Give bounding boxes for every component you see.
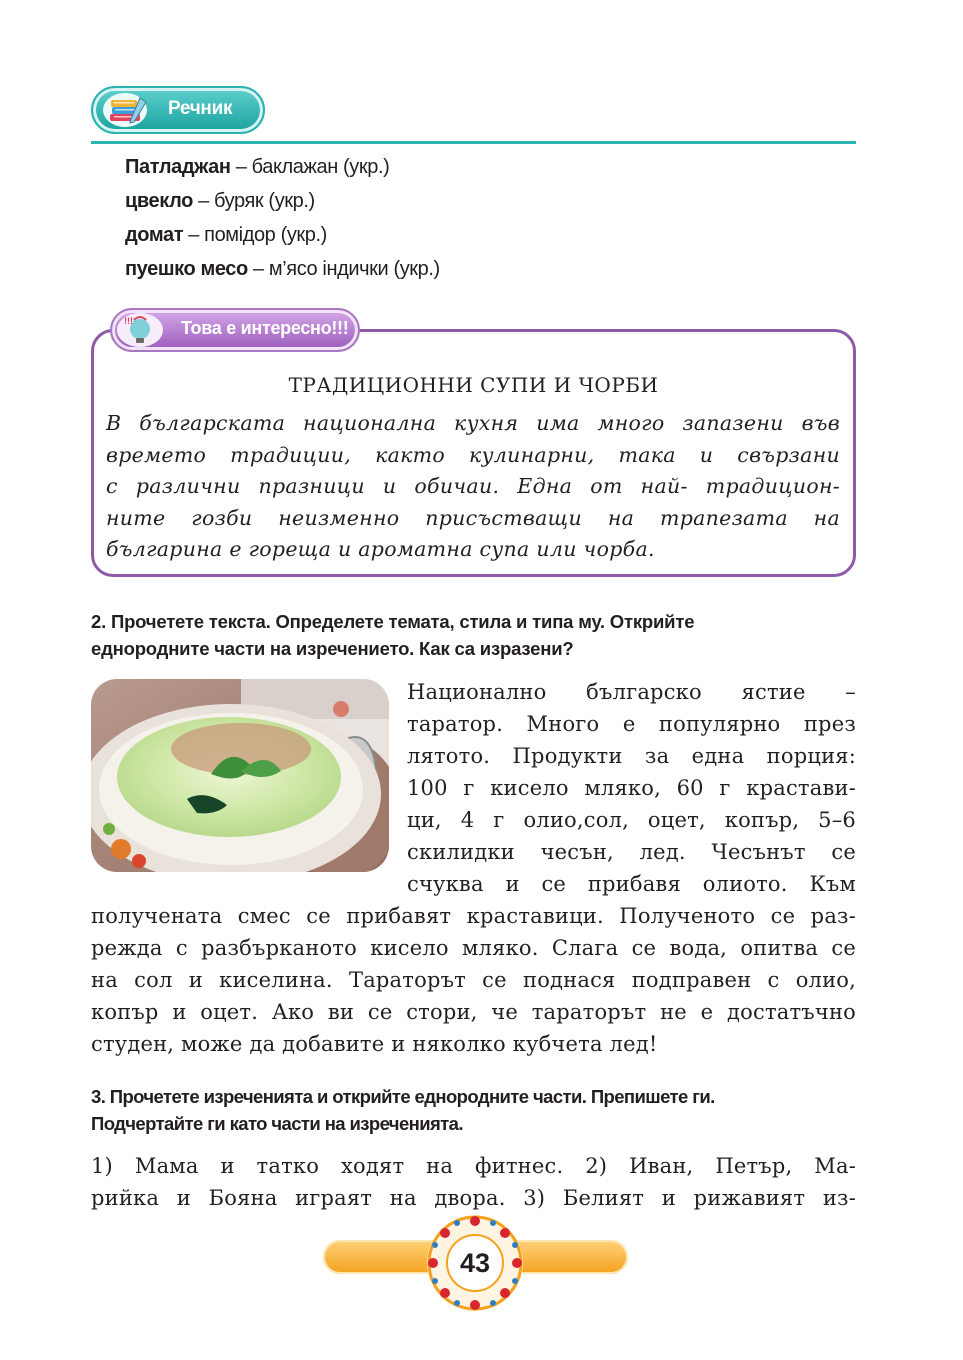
recipe-text-full	[91, 900, 856, 1060]
dictionary-entry: пуешко месо – м’ясо індички (укр.)	[125, 258, 440, 280]
dictionary-title: Речник	[168, 98, 233, 119]
interesting-text	[106, 408, 840, 566]
dictionary-entry: цвекло – буряк (укр.)	[125, 190, 315, 212]
dictionary-list	[125, 150, 440, 286]
text-line: ци, 4 г олио,сол, оцет, копър, 5–6	[407, 808, 856, 832]
text-line: Национално българско ястие –	[407, 680, 856, 704]
text-line: режда с разбърканото кисело мляко. Слага се вода, опитва се	[91, 936, 856, 960]
dictionary-entry: домат – помідор (укр.)	[125, 224, 327, 246]
text-line: лятото. Продукти за една порция:	[407, 744, 856, 768]
text-line: българина е гореща и ароматна супа или чорба.	[106, 537, 655, 562]
task-line: Подчертайте ги като части на изреченията.	[91, 1113, 463, 1134]
text-line: студен, може да добавите и няколко кубчета лед!	[91, 1032, 658, 1056]
exercise-text	[91, 1150, 856, 1214]
task-3	[91, 1083, 861, 1137]
interesting-title: ТРАДИЦИОННИ СУПИ И ЧОРБИ	[288, 373, 659, 397]
task-line: 2. Прочетете текста. Определете темата, стила и типа му. Открийте	[91, 611, 695, 632]
page-number: 43	[459, 1248, 491, 1278]
text-line: с различни празници и обичаи. Една от най- традицион-	[106, 474, 840, 499]
dictionary-entry: Патладжан – баклажан (укр.)	[125, 156, 390, 178]
text-line: копър и оцет. Ако ви се стори, че тараторът не е достатъчно	[91, 1000, 856, 1024]
text-line: скилидки чесън, лед. Чесънът се	[407, 840, 856, 864]
interesting-badge-label: Това е интересно!!!	[181, 318, 349, 338]
text-line: В българската национална кухня има много запазени във	[106, 411, 840, 435]
text-line: 100 г кисело мляко, 60 г крастави-	[407, 776, 856, 800]
text-line: получената смес се прибавят краставици. Полученото се раз-	[91, 904, 856, 928]
svg-text:!!!: !!!	[124, 316, 133, 326]
text-line: ните гозби неизменно присъстващи на трапезата на	[106, 505, 840, 530]
dictionary-rule	[91, 141, 856, 144]
text-line: счуква и се прибавя олиото. Към	[407, 872, 856, 896]
task-line: еднородните части на изречението. Как са изразени?	[91, 638, 574, 659]
text-line: 1) Мама и татко ходят на фитнес. 2) Иван, Петър, Ма-	[91, 1154, 856, 1178]
tarator-photo	[91, 679, 389, 872]
text-line: на сол и киселина. Тараторът се поднася подправен с олио,	[91, 968, 856, 992]
books-icon	[102, 92, 152, 128]
text-line: рийка и Бояна играят на двора. 3) Белият и рижавият из-	[91, 1186, 856, 1210]
task-2	[91, 608, 861, 662]
text-line: таратор. Много е популярно през	[407, 712, 856, 736]
text-line: времето традиции, както кулинарни, така и свързани	[106, 442, 840, 467]
recipe-text-right	[407, 676, 856, 900]
task-line: 3. Прочетете изреченията и открийте еднородните части. Препишете ги.	[91, 1086, 715, 1107]
lightbulb-icon	[116, 312, 168, 348]
